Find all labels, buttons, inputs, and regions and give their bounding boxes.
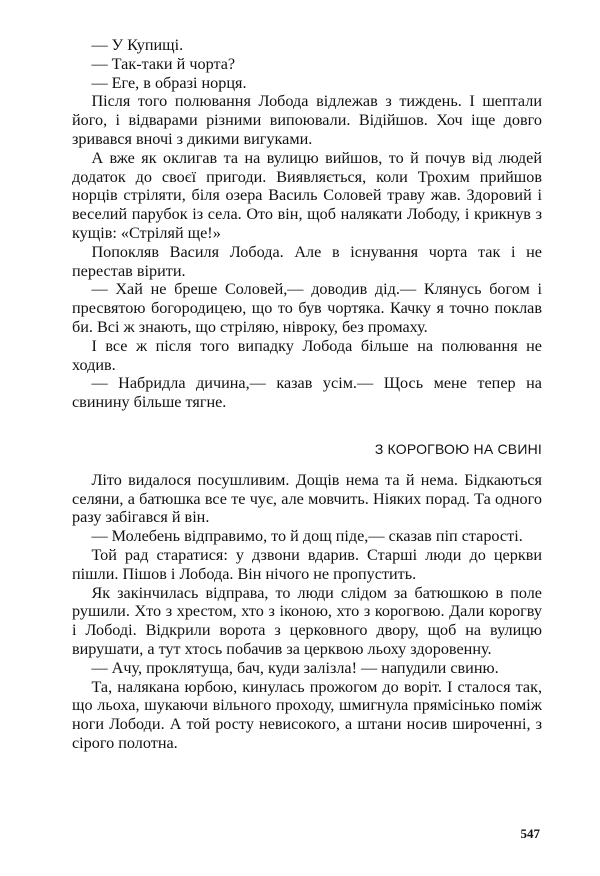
paragraph: — Молебень відправимо, то й дощ піде,— сказав піп старості. (91, 527, 523, 546)
paragraph: А вже як оклигав та на вулицю вийшов, то й почув від людей додаток до своєї пригоди. Виявляється, коли Трохим прийшов норців стріляти, біля озера Василь Соловей траву жав. Здоровий і веселий парубок із села. Ото він, щоб налякати Лободу, і крикнув з кущів: «Стріляй ще!» (72, 148, 542, 242)
paragraph: Та, налякана юрбою, кинулась прожогом до воріт. І сталося так, що льоха, шукаючи вільного проходу, шмигнула прямісінько поміж ноги Лободи. А той росту невисокого, а штани носив широченні, з сірого полотна. (72, 677, 542, 752)
paragraph: — Еге, в образі норця. (91, 73, 247, 92)
page-number: 547 (520, 826, 540, 841)
paragraph: І все ж після того випадку Лобода більше на полювання не ходив. (72, 336, 542, 374)
paragraph: Як закінчилась відправа, то люди слідом за батюшкою в поле рушили. Хто з хрестом, хто з іконою, хто з корогвою. Дали корогву і Лободі. Відкрили ворота з церковного двору, щоб на вулицю вирушати, а тут хтось побачив за церквою льоху здоровенну. (72, 583, 542, 658)
paragraph: — Так-таки й чорта? (91, 54, 236, 73)
paragraph: — Набридла дичина,— казав усім.— Щось мене тепер на свинину більше тягне. (72, 374, 542, 412)
paragraph: Той рад старатися: у дзвони вдарив. Старші люди до церкви пішли. Пішов і Лобода. Він нічого не пропустить. (72, 545, 542, 583)
paragraph: — Хай не бреше Соловей,— доводив дід.— Клянусь богом і пресвятою богородицею, що то був чортяка. Качку я точно поклав би. Всі ж знають, що стріляю, нівроку, без промаху. (72, 280, 542, 336)
paragraph: — Ачу, проклятуща, бач, куди залізла! — напудили свиню. (91, 658, 499, 677)
body-text (72, 36, 542, 753)
paragraph: Після того полювання Лобода відлежав з тиждень. І шептали його, і відварами різними випоювали. Відійшов. Хоч іще довго зривався вночі з дикими вигуками. (72, 92, 542, 148)
paragraph: — У Купищі. (91, 36, 184, 54)
paragraph: Попокляв Василя Лобода. Але в існування чорта так і не перестав вірити. (72, 242, 542, 280)
section-heading: З КОРОГВОЮ НА СВИНІ (374, 440, 542, 457)
paragraph: Літо видалося посушливим. Дощів нема та й нема. Бідкаються селяни, а батюшка все те чує, але мовчить. Ніяких порад. Та одного разу забігався й він. (72, 470, 542, 527)
